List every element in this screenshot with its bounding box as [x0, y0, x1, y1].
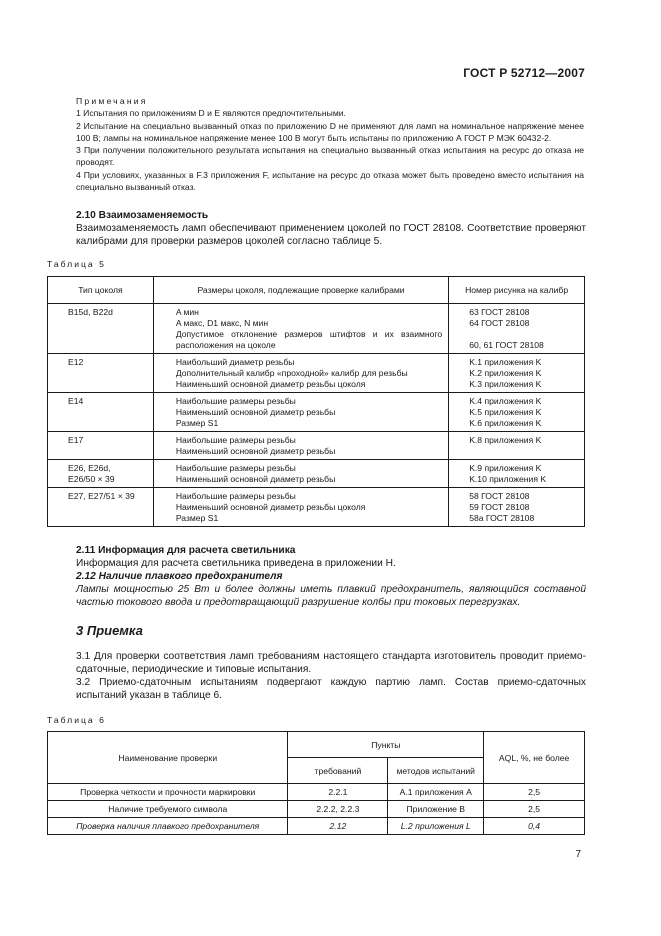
table-row [48, 818, 585, 835]
cell-line: K.10 приложения K [469, 474, 547, 484]
table-cell [48, 393, 154, 432]
table-header: требований [288, 758, 388, 784]
table-cell [449, 393, 585, 432]
cell-line: A макс, D1 макс, N мин [175, 318, 269, 328]
standard-number: ГОСТ Р 52712—2007 [463, 66, 585, 80]
table-cell [449, 432, 585, 460]
table-cell [153, 354, 448, 393]
section-3-heading: 3 Приемка [76, 623, 143, 638]
cell-line: 59 ГОСТ 28108 [469, 502, 530, 512]
table-row [48, 801, 585, 818]
table-cell: 2.12 [288, 818, 388, 835]
table-cell [449, 460, 585, 488]
table-cell [48, 432, 154, 460]
section-heading: 2.11 Информация для расчета светильника [76, 545, 296, 556]
table-header: Наименование проверки [48, 732, 288, 784]
table-cell [153, 488, 448, 527]
note-2: 2 Испытание на специально вызванный отказ по приложению D не применяют для ламп на номинальное напряжение менее 100 В; лампы на номинальное напряжение менее 100 В могут быть испытаны по приложению А ГОСТ Р МЭК 60432-2. [76, 120, 584, 143]
table-cell [449, 354, 585, 393]
cell-line: Наименьший основной диаметр резьбы [175, 407, 336, 417]
cell-line: Наименьший основной диаметр резьбы [175, 474, 336, 484]
section-text: Информация для расчета светильника приведена в приложении H. [76, 558, 396, 569]
cell-line: Допустимое отклонение размеров штифтов и их взаимного расположения на цоколе [175, 329, 443, 350]
cell-line: K.2 приложения K [469, 368, 542, 378]
cell-line: B15d, B22d [68, 307, 113, 317]
notes-title: Примечания [76, 96, 148, 106]
table-row [48, 354, 585, 393]
note-3: 3 При получении положительного результата испытания на специально вызванный отказ испытания на ресурс до отказа не проводят. [76, 145, 584, 168]
cell-line: Наибольшие размеры резьбы [175, 491, 296, 501]
table-cell: Проверка наличия плавкого предохранителя [48, 818, 288, 835]
cell-line: 64 ГОСТ 28108 [469, 318, 530, 328]
table-cell [48, 354, 154, 393]
table-header: методов испытаний [388, 758, 484, 784]
cell-line: K.5 приложения K [469, 407, 542, 417]
table-cell [48, 460, 154, 488]
cell-line: E17 [68, 435, 84, 445]
table-row [48, 393, 585, 432]
table-cell: L.2 приложения L [388, 818, 484, 835]
cell-line: A мин [175, 307, 199, 317]
table-cell: Наличие требуемого символа [48, 801, 288, 818]
table-6 [47, 731, 585, 835]
table-cell [449, 304, 585, 354]
table-row [48, 460, 585, 488]
cell-line: E27, E27/51 × 39 [68, 491, 135, 501]
cell-line: Наименьший основной диаметр резьбы цоколя [175, 379, 366, 389]
page-number: 7 [575, 849, 581, 860]
table-cell: Проверка четкости и прочности маркировки [48, 784, 288, 801]
cell-line: K.1 приложения K [469, 357, 542, 367]
section-2-10 [76, 209, 586, 248]
cell-line: Наибольшие размеры резьбы [175, 435, 296, 445]
table-cell [48, 304, 154, 354]
table-cell [449, 488, 585, 527]
cell-line: K.9 приложения K [469, 463, 542, 473]
table-header: AQL, %, не более [484, 732, 585, 784]
paragraph-3-1: 3.1 Для проверки соответствия ламп требованиям настоящего стандарта изготовитель проводит приемо-сдаточные, периодические и типовые испытания. [76, 651, 586, 675]
note-1: 1 Испытания по приложениям D и E являются предпочтительными. [76, 108, 346, 119]
table-cell [153, 432, 448, 460]
table-cell [153, 304, 448, 354]
paragraph-3-2: 3.2 Приемо-сдаточным испытаниям подвергают каждую партию ламп. Состав приемо-сдаточных испытаний указан в таблице 6. [76, 677, 586, 701]
cell-line: K.4 приложения K [469, 396, 542, 406]
table-cell [48, 488, 154, 527]
cell-line: Размер S1 [175, 418, 219, 428]
cell-line: Размер S1 [175, 513, 219, 523]
cell-line: Наибольший диаметр резьбы [175, 357, 295, 367]
section-text-2-12: Лампы мощностью 25 Вт и более должны иметь плавкий предохранитель, являющийся составной частью токового ввода и предотвращающий разрушение колбы при токовых перегрузках. [76, 584, 586, 608]
cell-line: 63 ГОСТ 28108 [469, 307, 530, 317]
table-header: Тип цоколя [48, 277, 154, 304]
cell-line: K.3 приложения K [469, 379, 542, 389]
section-heading-2-12: 2.12 Наличие плавкого предохранителя [76, 571, 283, 582]
cell-line: E12 [68, 357, 84, 367]
table-cell: 0,4 [484, 818, 585, 835]
cell-line: 60, 61 ГОСТ 28108 [469, 340, 544, 350]
cell-line: 58 ГОСТ 28108 [469, 491, 530, 501]
cell-line: Наибольшие размеры резьбы [175, 463, 296, 473]
table-cell: 2,5 [484, 801, 585, 818]
table-header: Размеры цоколя, подлежащие проверке калибрами [153, 277, 448, 304]
note-4: 4 При условиях, указанных в F.3 приложения F, испытание на ресурс до отказа может быть проведено вместо испытания на специально вызванный отказ. [76, 169, 584, 193]
table-5-title: Таблица 5 [47, 259, 106, 269]
cell-line: 58a ГОСТ 28108 [469, 513, 535, 523]
cell-line: E26, E26d, [68, 463, 111, 473]
notes-block [76, 95, 584, 193]
cell-line: Наименьший основной диаметр резьбы [175, 446, 336, 456]
table-row [48, 488, 585, 527]
section-2-11 [76, 544, 586, 609]
section-3-text [76, 650, 586, 702]
table-cell [153, 460, 448, 488]
cell-line: K.8 приложения K [469, 435, 542, 445]
section-text: Взаимозаменяемость ламп обеспечивают применением цоколей по ГОСТ 28108. Соответствие проверяют калибрами для проверки размеров цоколей согласно таблице 5. [76, 223, 586, 247]
table-row [48, 304, 585, 354]
table-cell: 2,5 [484, 784, 585, 801]
table-row [48, 432, 585, 460]
cell-line: Дополнительный калибр «проходной» калибр для резьбы [175, 368, 408, 378]
table-cell: 2.2.2, 2.2.3 [288, 801, 388, 818]
table-header: Номер рисунка на калибр [449, 277, 585, 304]
table-cell [153, 393, 448, 432]
cell-line: E14 [68, 396, 84, 406]
table-cell: A.1 приложения A [388, 784, 484, 801]
table-cell: Приложение B [388, 801, 484, 818]
table-6-title: Таблица 6 [47, 715, 106, 725]
table-row [48, 784, 585, 801]
table-cell: 2.2.1 [288, 784, 388, 801]
cell-line: Наибольшие размеры резьбы [175, 396, 296, 406]
cell-line: K.6 приложения K [469, 418, 542, 428]
cell-line: Наименьший основной диаметр резьбы цоколя [175, 502, 366, 512]
section-heading: 2.10 Взаимозаменяемость [76, 210, 209, 221]
table-5 [47, 276, 585, 527]
cell-line: E26/50 × 39 [68, 474, 115, 484]
table-header: Пункты [288, 732, 484, 758]
